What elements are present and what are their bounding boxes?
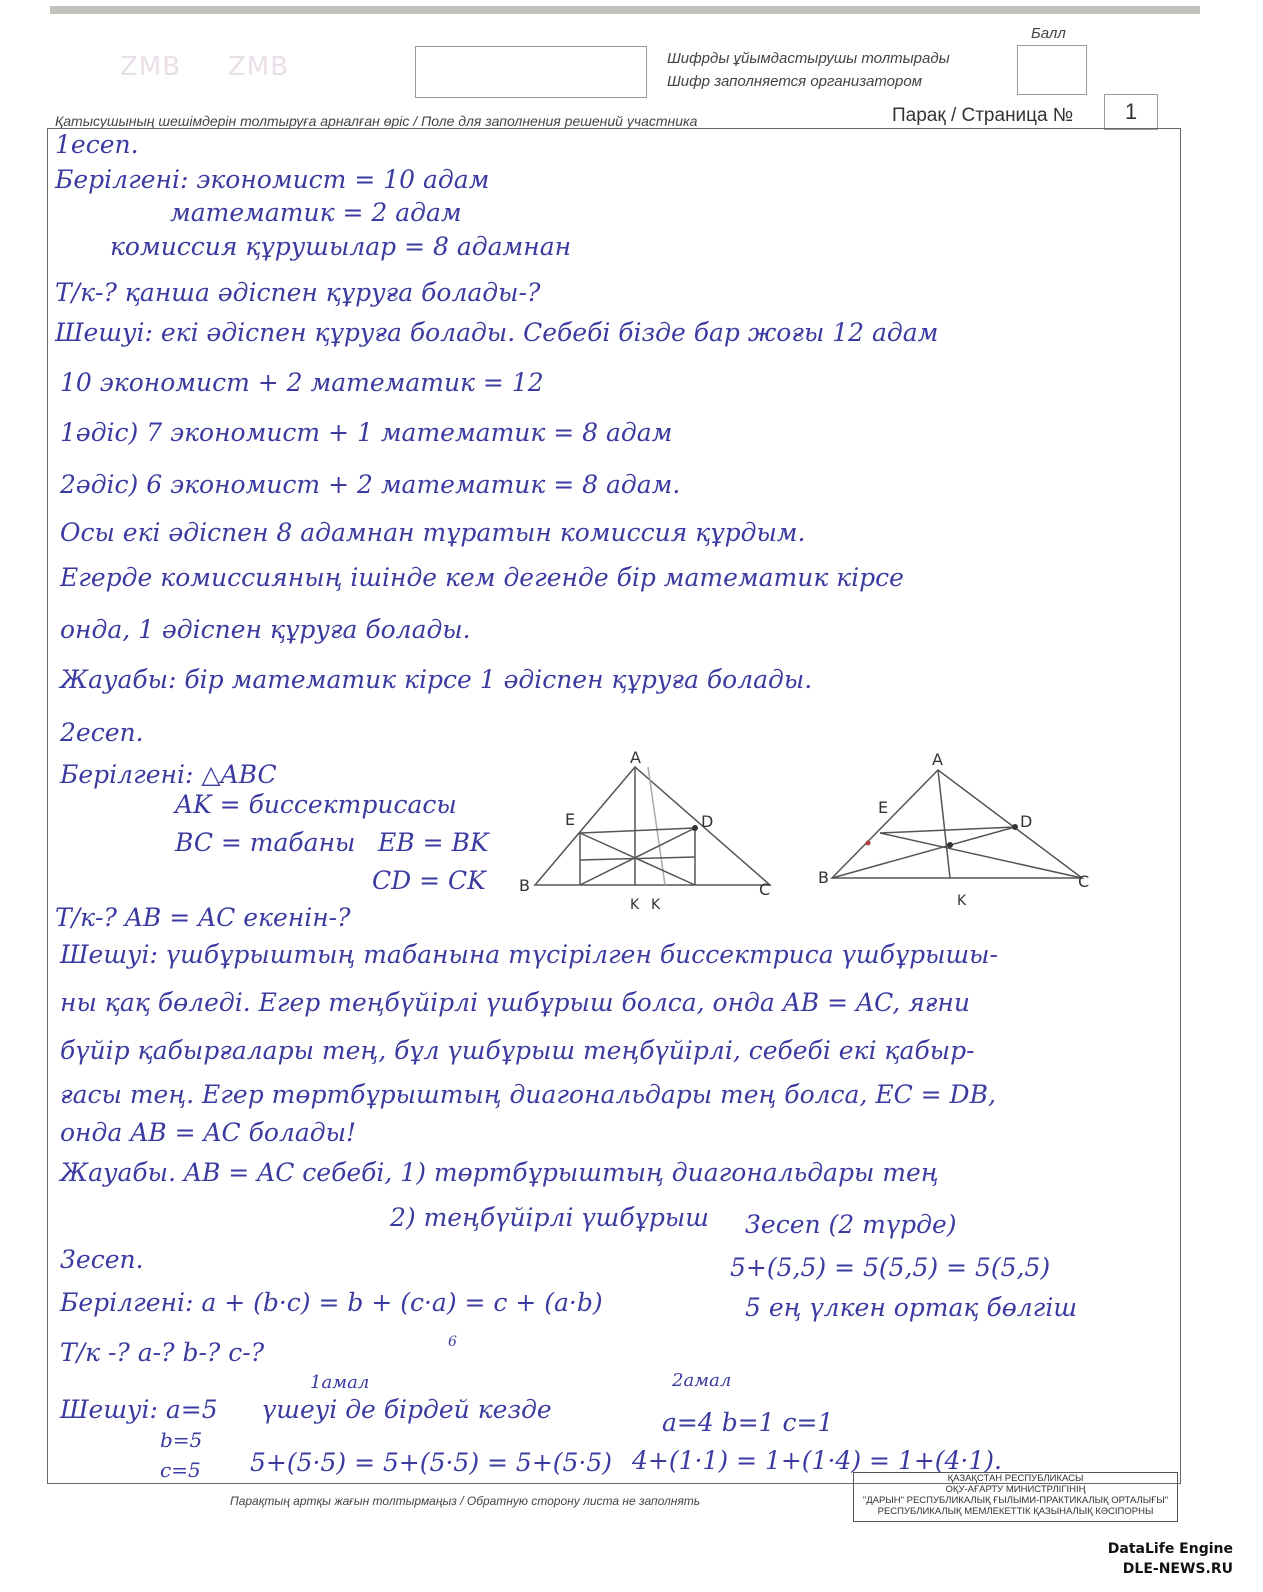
text-line: Берілгені: экономист = 10 адам — [55, 165, 490, 194]
text-line: a=4 b=1 c=1 — [662, 1408, 834, 1437]
text-line: Жауабы: бір математик кірсе 1 әдіспен құруға болады. — [60, 665, 813, 694]
solution-field-label: Қатысушының шешімдерін толтыруға арналған өріс / Поле для заполнения решений участника — [55, 113, 698, 129]
text-line: CD = CK — [372, 866, 486, 895]
label-k: K — [957, 893, 967, 909]
text-line: Т/к -? a-? b-? c-? — [60, 1338, 265, 1367]
cipher-box — [415, 46, 647, 98]
label-a: A — [630, 748, 641, 767]
text-line: ғасы тең. Егер төртбұрыштың диагональдары тең болса, EC = DB, — [60, 1080, 996, 1109]
label-b: B — [818, 868, 829, 887]
text-line: BC = табаны — [175, 828, 356, 857]
text-line: 5+(5·5) = 5+(5·5) = 5+(5·5) — [250, 1448, 613, 1477]
footer-note: Парақтың артқы жағын толтырмаңыз / Обратную сторону листа не заполнять — [230, 1494, 701, 1508]
stamp-line: ОҚУ-АҒАРТУ МИНИСТРЛІГІНІҢ — [945, 1484, 1086, 1495]
label-d: D — [701, 812, 714, 831]
score-label: Балл — [1031, 25, 1066, 42]
text-line: Берілгені: △ABC — [60, 760, 277, 789]
watermark-1: ZMB — [120, 52, 182, 82]
method-2-label: 2амал — [672, 1370, 732, 1391]
label-d: D — [1020, 812, 1033, 831]
bisector-ak-right — [938, 770, 950, 878]
brand-line-2: DLE-NEWS.RU — [1122, 1561, 1233, 1577]
text-line: 1әдіс) 7 экономист + 1 математик = 8 адам — [60, 418, 673, 447]
organization-stamp — [853, 1472, 1178, 1522]
text-line: b=5 — [160, 1428, 203, 1452]
text-line: Жауабы. AB = AC себебі, 1) төртбұрыштың диагональдары тең — [60, 1158, 939, 1187]
triangle-diagram-left — [505, 745, 805, 915]
text-line: онда AB = AC болады! — [60, 1118, 356, 1147]
text-line: 10 экономист + 2 математик = 12 — [60, 368, 544, 397]
label-k-2: K — [651, 897, 661, 913]
stamp-line: ҚАЗАҚСТАН РЕСПУБЛИКАСЫ — [947, 1473, 1084, 1484]
page-number: 1 — [1104, 94, 1158, 130]
label-k: K — [630, 897, 640, 913]
text-line: Шешуі: a=5 — [60, 1395, 218, 1424]
top-color-stripe — [50, 6, 1200, 14]
label-a: A — [932, 750, 943, 769]
stamp-line: "ДАРЫН" РЕСПУБЛИКАЛЫҚ ҒЫЛЫМИ-ПРАКТИКАЛЫҚ ОРТАЛЫҒЫ" — [862, 1495, 1169, 1506]
score-box — [1017, 45, 1087, 95]
text-line: 2) теңбүйірлі үшбұрыш — [390, 1203, 709, 1232]
label-c: C — [1078, 872, 1090, 891]
segment-ed — [580, 828, 695, 833]
text-line: Шешуі: үшбұрыштың табанына түсірілген биссектриса үшбұрышы- — [60, 940, 998, 969]
text-line: 5 ең үлкен ортақ бөлгіш — [745, 1293, 1077, 1322]
problem-3-alt-heading: 3есеп (2 түрде) — [745, 1210, 957, 1239]
stray-mark: 6 — [448, 1334, 457, 1350]
label-c: C — [759, 880, 771, 899]
text-line: 4+(1·1) = 1+(1·4) = 1+(4·1). — [632, 1446, 1002, 1475]
text-line: бүйір қабырғалары тең, бұл үшбұрыш теңбүйірлі, себебі екі қабыр- — [60, 1036, 975, 1065]
problem-1-heading: 1есеп. — [55, 130, 139, 159]
cipher-note-kz: Шифрды ұйымдастырушы толтырады — [667, 50, 950, 67]
triangle-diagram-right — [810, 745, 1110, 915]
method-1-label: 1амал — [310, 1372, 370, 1393]
text-line: c=5 — [160, 1458, 201, 1482]
triangle-abc-right — [832, 770, 1082, 878]
text-line: EB = BK — [378, 828, 489, 857]
page-label: Парақ / Страница № — [892, 105, 1074, 126]
problem-3-heading: 3есеп. — [60, 1245, 144, 1274]
text-line: 2әдіс) 6 экономист + 2 математик = 8 адам. — [60, 470, 681, 499]
text-line: үшеуі де бірдей кезде — [262, 1395, 552, 1424]
label-e: E — [565, 810, 576, 829]
label-e: E — [878, 798, 889, 817]
text-line: математик = 2 адам — [170, 198, 462, 227]
brand-line-1: DataLife Engine — [1107, 1541, 1233, 1557]
text-line: Берілгені: a + (b·c) = b + (c·a) = c + (a·b) — [60, 1288, 603, 1317]
text-line: Шешуі: екі әдіспен құруға болады. Себебі бізде бар жоғы 12 адам — [55, 318, 939, 347]
text-line: Осы екі әдіспен 8 адамнан тұратын комиссия құрдым. — [60, 518, 806, 547]
cipher-note-ru: Шифр заполняется организатором — [667, 73, 922, 90]
label-b: B — [519, 876, 530, 895]
text-line: Егерде комиссияның ішінде кем дегенде бір математик кірсе — [60, 563, 904, 592]
text-line: онда, 1 әдіспен құруға болады. — [60, 615, 471, 644]
text-line: AK = биссектрисасы — [175, 790, 457, 819]
watermark-2: ZMB — [228, 52, 290, 82]
text-line: Т/к-? қанша әдіспен құруға болады-? — [55, 278, 541, 307]
text-line: Т/к-? AB = AC екенін-? — [55, 903, 351, 932]
text-line: 5+(5,5) = 5(5,5) = 5(5,5) — [730, 1253, 1051, 1282]
text-line: комиссия құрушылар = 8 адамнан — [110, 232, 572, 261]
text-line: ны қақ бөледі. Егер теңбүйірлі үшбұрыш болса, онда AB = AC, яғни — [60, 988, 970, 1017]
problem-2-heading: 2есеп. — [60, 718, 144, 747]
stamp-line: РЕСПУБЛИКАЛЫҚ МЕМЛЕКЕТТІК ҚАЗЫНАЛЫҚ КӘСІПОРНЫ — [877, 1506, 1154, 1517]
